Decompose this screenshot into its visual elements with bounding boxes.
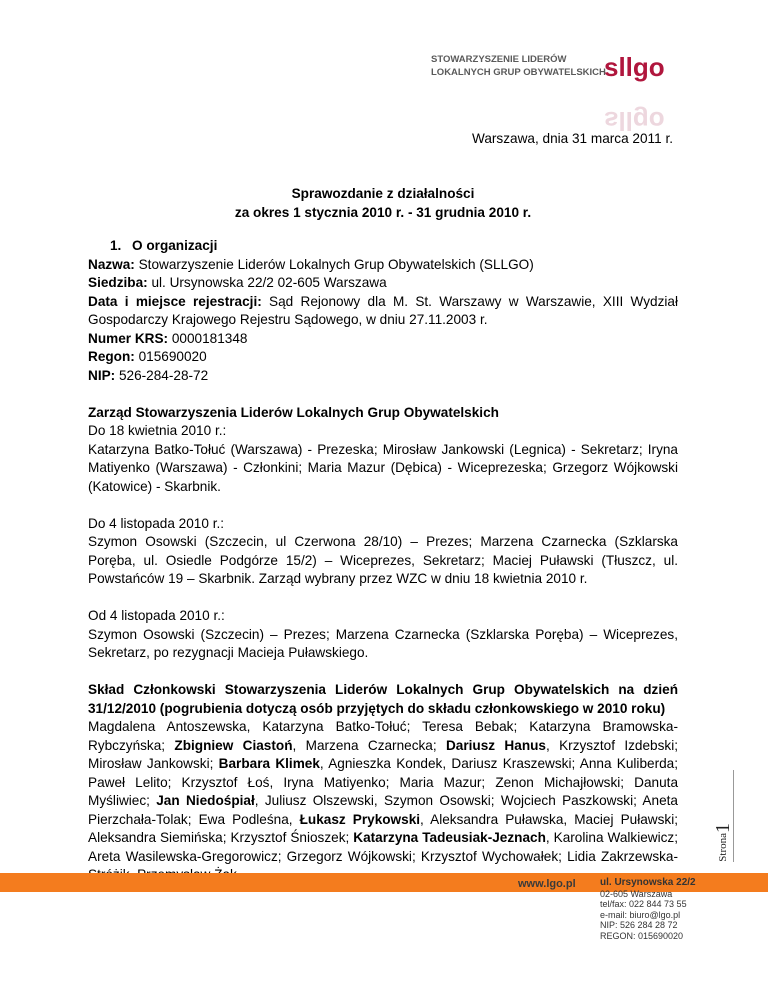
footer-address1: ul. Ursynowska 22/2 bbox=[600, 877, 696, 888]
nip-label: NIP: bbox=[88, 367, 116, 383]
org-name-logo-text bbox=[431, 53, 606, 79]
members-text: , Krzysztof Izdebski; Mirosław Jankowski; bbox=[88, 737, 678, 771]
footer-phone: tel/fax: 022 844 73 55 bbox=[600, 899, 687, 909]
org-regon-row bbox=[88, 348, 678, 367]
board-period3-text: Szymon Osowski (Szczecin) – Prezes; Marzena Czarnecka (Szklarska Poręba) – Wiceprezes, Sekretarz, po rezygnacji Macieja Puławskiego. bbox=[88, 626, 678, 660]
regon-label: Regon: bbox=[88, 349, 135, 364]
seat-label: Siedziba: bbox=[88, 275, 148, 290]
footer-contact bbox=[600, 878, 696, 941]
nip-value: 526-284-28-72 bbox=[115, 367, 209, 383]
registration-value: Sąd Rejonowy dla M. St. Warszawy w Warszawie, XIII Wydział Gospodarczy Krajowego Rejestru Sądowego, w dniu 27.11.2003 r. bbox=[88, 293, 679, 327]
page-label bbox=[714, 823, 733, 862]
krs-label: Numer KRS: bbox=[88, 330, 169, 346]
footer-regon: REGON: 015690020 bbox=[600, 930, 684, 941]
logo-text: sllgo bbox=[604, 52, 665, 82]
new-member-name: Jan Niedośpiał bbox=[156, 793, 255, 808]
org-name-row bbox=[88, 256, 678, 275]
title-line1: Sprawozdanie z działalności bbox=[291, 186, 475, 201]
sllgo-logo bbox=[602, 46, 665, 136]
document-date: Warszawa, dnia 31 marca 2011 r. bbox=[472, 131, 673, 146]
org-name-line1: STOWARZYSZENIE LIDERÓW bbox=[431, 54, 567, 65]
org-nip-row bbox=[88, 367, 678, 386]
board-period2-text: Szymon Osowski (Szczecin, ul Czerwona 28/10) – Prezes; Marzena Czarnecka (Szklarska Poręba, ul. Osiedle Podgórze 15/2) – Wiceprezes, Sekretarz; Maciej Puławski (Tłuszcz, ul. Powstańców 19 – Skarbnik. Zarząd wybrany przez WZC w dniu 18 kwietnia 2010 r. bbox=[88, 534, 678, 586]
org-seat-row bbox=[88, 274, 678, 293]
members-list bbox=[88, 718, 678, 885]
title-line2: za okres 1 stycznia 2010 r. - 31 grudnia 2010 r. bbox=[234, 204, 532, 220]
page-number: 1 bbox=[712, 823, 734, 834]
new-member-name: Katarzyna Tadeusiak-Jeznach bbox=[353, 830, 546, 845]
page-number-marker bbox=[706, 770, 734, 862]
logo-reflection: sllgo bbox=[604, 106, 665, 136]
members-text: Magdalena Antoszewska, Katarzyna Batko-Tołuć; Teresa Bebak; Katarzyna Bramowska-Rybczyńska; bbox=[88, 719, 678, 753]
org-krs-row bbox=[88, 330, 678, 349]
new-member-name: Barbara Klimek bbox=[218, 756, 320, 771]
members-text: , Juliusz Olszewski, Szymon Osowski; Wojciech Paszkowski; Aneta Pierzchała-Tolak; Ewa Podleśna, bbox=[88, 793, 678, 827]
krs-value: 0000181348 bbox=[168, 330, 248, 346]
board-period1-heading: Do 18 kwietnia 2010 r.: bbox=[88, 423, 227, 438]
board-period2-heading: Do 4 listopada 2010 r.: bbox=[88, 515, 225, 531]
new-member-name: Zbigniew Ciastoń bbox=[174, 737, 293, 753]
section-number: 1. bbox=[110, 238, 122, 253]
members-heading: Skład Członkowski Stowarzyszenia Liderów Lokalnych Grup Obywatelskich na dzień 31/12/2010 (pogrubienia dotyczą osób przyjętych do składu członkowskiego w 2010 roku) bbox=[88, 682, 678, 716]
members-text: , Aleksandra Puławska, Maciej Puławski; Aleksandra Siemińska; Krzysztof Śnioszek; bbox=[88, 811, 678, 845]
footer-address2: 02-605 Warszawa bbox=[600, 888, 673, 899]
members-text: , Marzena Czarnecka; bbox=[292, 737, 446, 753]
name-label: Nazwa: bbox=[88, 256, 135, 272]
board-heading: Zarząd Stowarzyszenia Liderów Lokalnych Grup Obywatelskich bbox=[88, 404, 499, 420]
section-heading bbox=[88, 237, 678, 256]
page-marker-divider bbox=[733, 770, 734, 862]
page-label-text: Strona bbox=[717, 833, 729, 862]
seat-value: ul. Ursynowska 22/2 02-605 Warszawa bbox=[147, 275, 387, 290]
members-text: , Karolina Walkiewicz; Areta Wasilewska-Gregorowicz; Grzegorz Wójkowski; Krzysztof Wychowałek; Lidia Zakrzewska- bbox=[88, 830, 679, 864]
footer-website: www.lgo.pl bbox=[518, 878, 576, 890]
board-period1-text: Katarzyna Batko-Tołuć (Warszawa) - Prezeska; Mirosław Jankowski (Legnica) - Sekretarz; Iryna Matiyenko (Warszawa) - Członkini; Maria Mazur (Dębica) - Wiceprezeska; Grzegorz Wójkowski (Katowice) - Skarbnik. bbox=[88, 441, 678, 494]
name-value: Stowarzyszenie Liderów Lokalnych Grup Obywatelskich (SLLGO) bbox=[134, 256, 534, 272]
footer-email: e-mail: biuro@lgo.pl bbox=[600, 909, 681, 920]
org-registration-row bbox=[88, 293, 678, 330]
board-period3-heading: Od 4 listopada 2010 r.: bbox=[88, 608, 225, 623]
members-text: , Agnieszka Kondek, Dariusz Kraszewski; Anna Kuliberda; Paweł Lelito; Krzysztof Łoś, Iryna Matiyenko; Maria Mazur; Zenon Michajłowski; Danuta Myśliwiec; bbox=[88, 756, 679, 808]
registration-label: Data i miejsce rejestracji: bbox=[88, 293, 262, 309]
footer-nip: NIP: 526 284 28 72 bbox=[600, 920, 678, 930]
document-body bbox=[88, 237, 678, 885]
new-member-name: Łukasz Prykowski bbox=[299, 811, 421, 827]
org-name-line2: LOKALNYCH GRUP OBYWATELSKICH bbox=[431, 67, 606, 78]
regon-value: 015690020 bbox=[134, 349, 207, 364]
document-title bbox=[88, 185, 678, 222]
new-member-name: Dariusz Hanus bbox=[445, 737, 546, 753]
section-title: O organizacji bbox=[132, 238, 218, 253]
